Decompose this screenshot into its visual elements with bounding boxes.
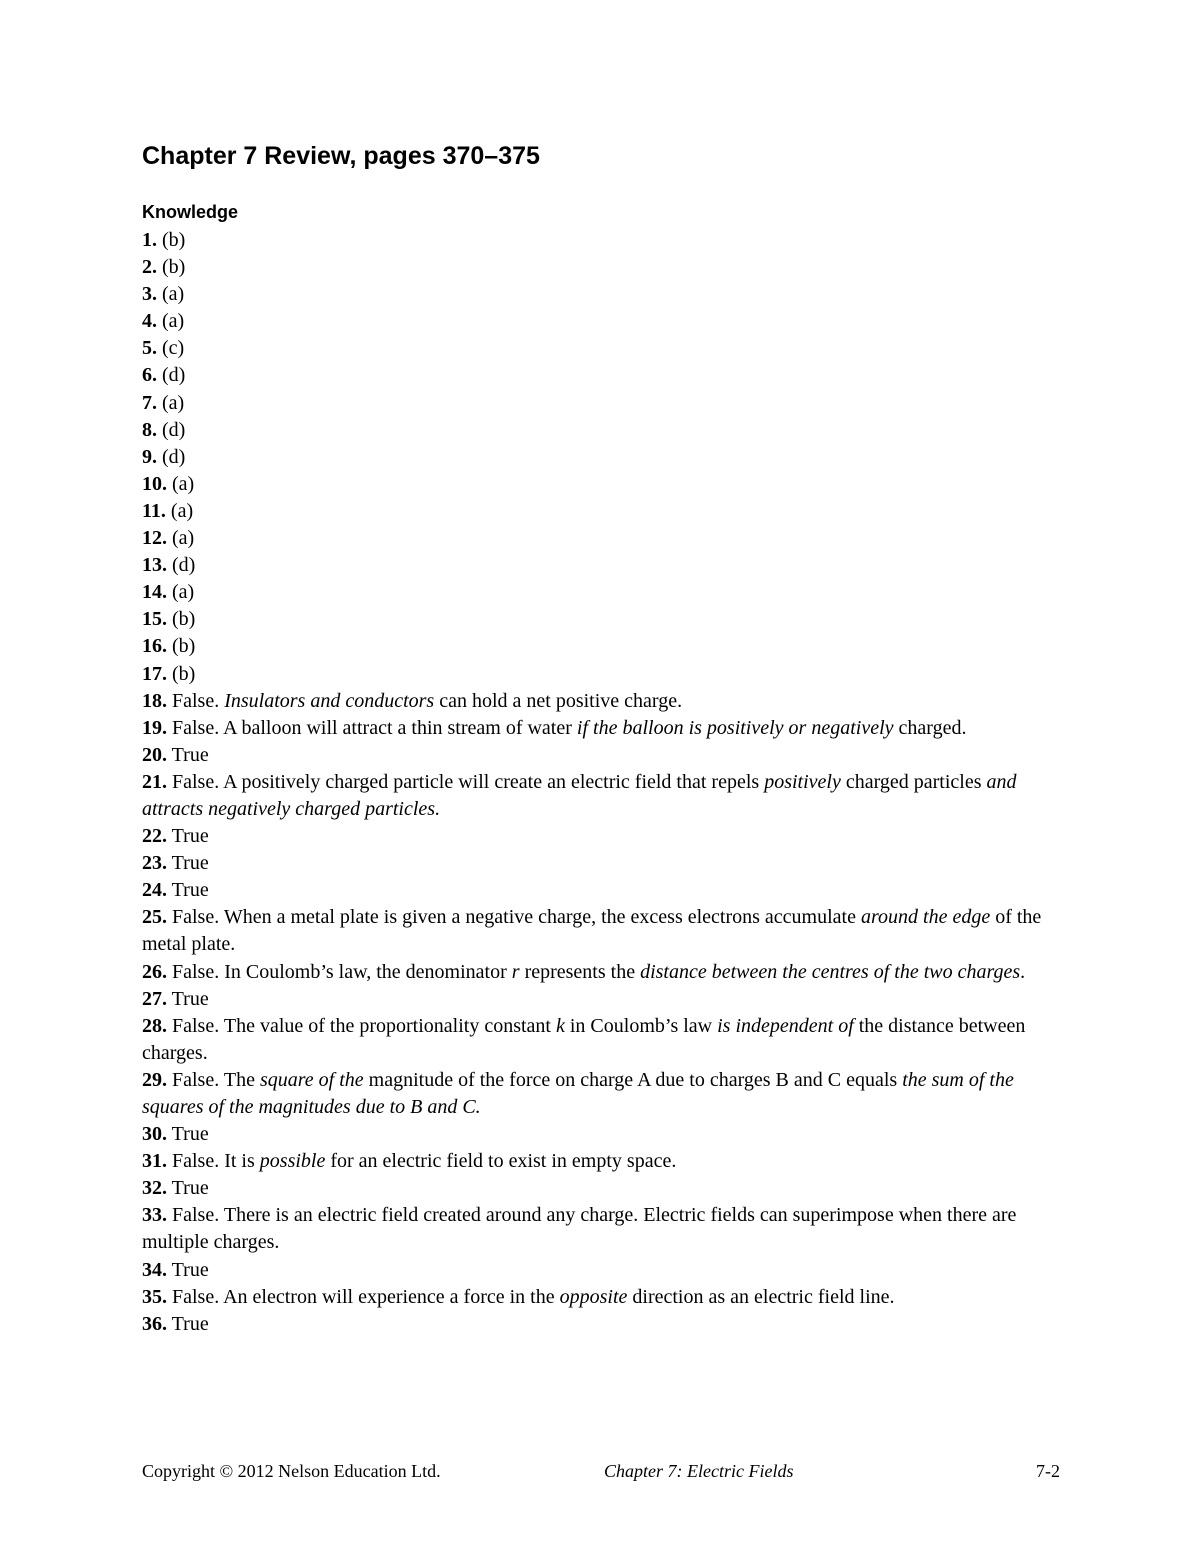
answer-item	[142, 525, 1072, 552]
answer-number: 15.	[142, 608, 167, 631]
answer-number: 32.	[142, 1177, 167, 1200]
answer-text: (b)	[167, 662, 196, 685]
answer-number: 6.	[142, 364, 157, 387]
answer-number: 16.	[142, 635, 167, 658]
answer-item	[142, 661, 1072, 688]
answer-text: (d)	[167, 554, 196, 577]
answer-number: 21.	[142, 770, 167, 793]
answer-item	[142, 688, 1072, 715]
footer-page-number: 7-2	[1036, 1461, 1060, 1481]
answer-emphasis: positively	[764, 770, 841, 793]
answer-text: direction as an electric field line.	[627, 1285, 895, 1308]
answer-text: True	[167, 852, 209, 875]
answer-emphasis: distance between the centres of the two charges	[640, 960, 1021, 983]
answer-text: (a)	[167, 472, 195, 495]
answer-text: for an electric field to exist in empty space.	[325, 1150, 677, 1173]
answer-text: False. There is an electric field created around any charge. Electric fields can superimpose when there are multiple charges.	[142, 1204, 1017, 1254]
answer-item	[142, 1067, 1072, 1121]
answer-text: magnitude of the force on charge A due to charges B and C equals	[363, 1068, 903, 1091]
answer-item	[142, 335, 1072, 362]
answer-emphasis: possible	[259, 1150, 326, 1173]
answer-item	[142, 552, 1072, 579]
answer-text: (b)	[167, 608, 196, 631]
answer-item	[142, 1175, 1072, 1202]
answer-text: of the metal plate.	[142, 906, 1042, 956]
answer-text: the distance between charges.	[142, 1014, 1026, 1064]
answer-item	[142, 959, 1072, 986]
answer-item	[142, 1311, 1072, 1338]
answer-text: in Coulomb’s law	[564, 1014, 718, 1037]
page-title: Chapter 7 Review, pages 370–375	[142, 142, 540, 170]
answer-number: 10.	[142, 472, 167, 495]
answer-text: (a)	[157, 310, 185, 333]
answer-text: True	[167, 1177, 209, 1200]
answer-text: (a)	[167, 527, 195, 550]
answer-number: 29.	[142, 1068, 167, 1091]
answer-number: 2.	[142, 256, 157, 279]
answer-item	[142, 715, 1072, 742]
answer-text: represents the	[519, 960, 641, 983]
answer-item	[142, 606, 1072, 633]
answer-emphasis: is independent of	[717, 1014, 854, 1037]
answer-list	[142, 227, 1072, 1338]
answer-text: (a)	[167, 581, 195, 604]
answer-number: 18.	[142, 689, 167, 712]
answer-text: (a)	[157, 391, 185, 414]
answer-text: False. An electron will experience a force in the	[167, 1285, 560, 1308]
answer-text: (c)	[157, 337, 185, 360]
answer-item	[142, 308, 1072, 335]
answer-item	[142, 633, 1072, 660]
answer-emphasis: opposite	[559, 1285, 628, 1308]
answer-text: False. A positively charged particle will create an electric field that repels	[167, 770, 765, 793]
answer-number: 5.	[142, 337, 157, 360]
answer-item	[142, 742, 1072, 769]
answer-item	[142, 390, 1072, 417]
answer-number: 36.	[142, 1312, 167, 1335]
answer-number: 14.	[142, 581, 167, 604]
answer-number: 11.	[142, 499, 166, 522]
answer-item	[142, 362, 1072, 389]
answer-number: 35.	[142, 1285, 167, 1308]
answer-text: True	[167, 987, 209, 1010]
answer-item	[142, 227, 1072, 254]
answer-item	[142, 281, 1072, 308]
page-footer	[142, 1461, 1060, 1485]
answer-emphasis: and attracts negatively charged particles.	[142, 770, 1017, 820]
answer-emphasis: around the edge	[860, 906, 991, 929]
answer-text: (d)	[157, 364, 186, 387]
answer-text: .	[1020, 960, 1026, 983]
answer-number: 31.	[142, 1150, 167, 1173]
answer-text: (b)	[167, 635, 196, 658]
answer-item	[142, 850, 1072, 877]
answer-text: True	[167, 1123, 209, 1146]
answer-number: 20.	[142, 743, 167, 766]
answer-number: 27.	[142, 987, 167, 1010]
answer-item	[142, 769, 1072, 823]
answer-text: False. When a metal plate is given a negative charge, the excess electrons accumulate	[167, 906, 861, 929]
answer-text: True	[167, 743, 209, 766]
answer-item	[142, 1257, 1072, 1284]
answer-number: 1.	[142, 229, 157, 251]
answer-text: (d)	[157, 445, 186, 468]
footer-chapter: Chapter 7: Electric Fields	[604, 1461, 794, 1481]
answer-number: 25.	[142, 906, 167, 929]
answer-text: (a)	[157, 283, 185, 306]
answer-text: charged particles	[840, 770, 987, 793]
answer-emphasis: r	[511, 960, 520, 983]
answer-text: True	[167, 1258, 209, 1281]
answer-text: False.	[167, 689, 225, 712]
answer-number: 17.	[142, 662, 167, 685]
answer-item	[142, 904, 1072, 958]
answer-text: False. It is	[167, 1150, 260, 1173]
answer-item	[142, 1013, 1072, 1067]
answer-number: 3.	[142, 283, 157, 306]
answer-text: (d)	[157, 418, 186, 441]
answer-item	[142, 1121, 1072, 1148]
answer-number: 30.	[142, 1123, 167, 1146]
answer-item	[142, 579, 1072, 606]
answer-emphasis: square of the	[259, 1068, 364, 1091]
answer-item	[142, 417, 1072, 444]
answer-emphasis: the sum of the squares of the magnitudes due to B and C.	[142, 1068, 1014, 1118]
answer-text: False. The value of the proportionality constant	[167, 1014, 556, 1037]
footer-copyright: Copyright © 2012 Nelson Education Ltd.	[142, 1461, 441, 1481]
answer-emphasis: k	[555, 1014, 565, 1037]
answer-number: 9.	[142, 445, 157, 468]
answer-text: charged.	[893, 716, 967, 739]
answer-item	[142, 498, 1072, 525]
answer-emphasis: Insulators and conductors	[224, 689, 435, 712]
answer-text: True	[167, 1312, 209, 1335]
answer-text: can hold a net positive charge.	[434, 689, 683, 712]
answer-item	[142, 1284, 1072, 1311]
answer-number: 13.	[142, 554, 167, 577]
answer-number: 8.	[142, 418, 157, 441]
answer-item	[142, 471, 1072, 498]
answer-number: 22.	[142, 825, 167, 848]
answer-number: 24.	[142, 879, 167, 902]
answer-text: (b)	[157, 256, 186, 279]
answer-text: False. In Coulomb’s law, the denominator	[167, 960, 512, 983]
answer-number: 4.	[142, 310, 157, 333]
answer-text: (b)	[157, 229, 186, 251]
answer-text: True	[167, 825, 209, 848]
answer-item	[142, 823, 1072, 850]
answer-number: 19.	[142, 716, 167, 739]
answer-text: (a)	[165, 499, 194, 522]
answer-text: False. The	[167, 1068, 260, 1091]
answer-emphasis: if the balloon is positively or negatively	[576, 716, 894, 739]
answer-text: True	[167, 879, 209, 902]
section-heading: Knowledge	[142, 202, 239, 222]
answer-text: False. A balloon will attract a thin stream of water	[167, 716, 577, 739]
answer-item	[142, 254, 1072, 281]
answer-item	[142, 444, 1072, 471]
answer-item	[142, 1202, 1072, 1256]
answer-number: 23.	[142, 852, 167, 875]
answer-number: 12.	[142, 527, 167, 550]
answer-number: 28.	[142, 1014, 167, 1037]
answer-item	[142, 1148, 1072, 1175]
answer-number: 26.	[142, 960, 167, 983]
answer-item	[142, 986, 1072, 1013]
answer-number: 34.	[142, 1258, 167, 1281]
answer-number: 7.	[142, 391, 157, 414]
answer-number: 33.	[142, 1204, 167, 1227]
answer-item	[142, 877, 1072, 904]
